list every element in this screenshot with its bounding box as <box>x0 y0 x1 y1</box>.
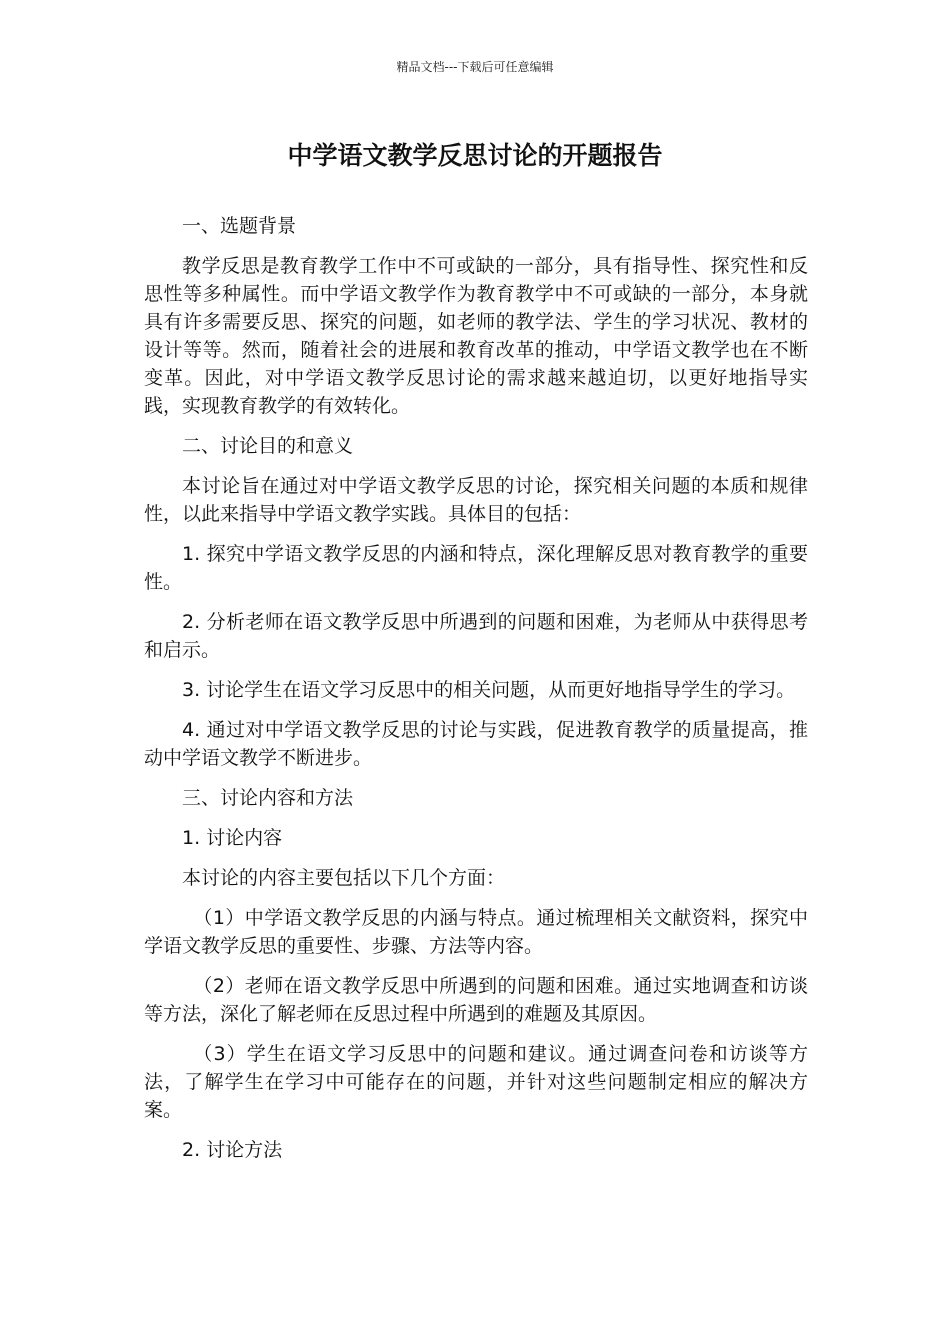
section-heading-purpose: 二、讨论目的和意义 <box>182 435 354 457</box>
paragraph-background: 教学反思是教育教学工作中不可或缺的一部分，具有指导性、探究性和反思性等多种属性。而中学语文教学作为教育教学中不可或缺的一部分，本身就具有许多需要反思、探究的问题，如老师的教学法、学生的学习状况、教材的设计等等。然而，随着社会的进展和教育改革的推动，中学语文教学也在不断变革。因此，对中学语文教学反思讨论的需求越来越迫切，以更好地指导实践，实现教育教学的有效转化。 <box>144 255 808 417</box>
header-note: 精品文档---下载后可任意编辑 <box>396 60 554 74</box>
content-item-2: （2）老师在语文教学反思中所遇到的问题和困难。通过实地调查和访谈等方法，深化了解老师在反思过程中所遇到的难题及其原因。 <box>144 975 808 1025</box>
content-item-1: （1）中学语文教学反思的内涵与特点。通过梳理相关文献资料，探究中学语文教学反思的重要性、步骤、方法等内容。 <box>144 907 808 957</box>
section-heading-background: 一、选题背景 <box>182 215 297 237</box>
document-body <box>144 212 808 1176</box>
purpose-item-2: 2. 分析老师在语文教学反思中所遇到的问题和困难，为老师从中获得思考和启示。 <box>144 611 808 661</box>
document-title: 中学语文教学反思讨论的开题报告 <box>287 141 663 170</box>
purpose-item-4: 4. 通过对中学语文教学反思的讨论与实践，促进教育教学的质量提高，推动中学语文教学不断进步。 <box>144 719 808 769</box>
paragraph-purpose-intro: 本讨论旨在通过对中学语文教学反思的讨论，探究相关问题的本质和规律性，以此来指导中学语文教学实践。具体目的包括： <box>144 475 808 525</box>
purpose-item-1: 1. 探究中学语文教学反思的内涵和特点，深化理解反思对教育教学的重要性。 <box>144 543 808 593</box>
paragraph-content-intro: 本讨论的内容主要包括以下几个方面： <box>182 867 506 889</box>
purpose-item-3: 3. 讨论学生在语文学习反思中的相关问题，从而更好地指导学生的学习。 <box>182 679 796 701</box>
content-item-3: （3）学生在语文学习反思中的问题和建议。通过调查问卷和访谈等方法，了解学生在学习中可能存在的问题，并针对这些问题制定相应的解决方案。 <box>144 1043 808 1121</box>
section-heading-content-method: 三、讨论内容和方法 <box>182 787 354 809</box>
subheading-method: 2. 讨论方法 <box>182 1139 283 1161</box>
subheading-content: 1. 讨论内容 <box>182 827 283 849</box>
